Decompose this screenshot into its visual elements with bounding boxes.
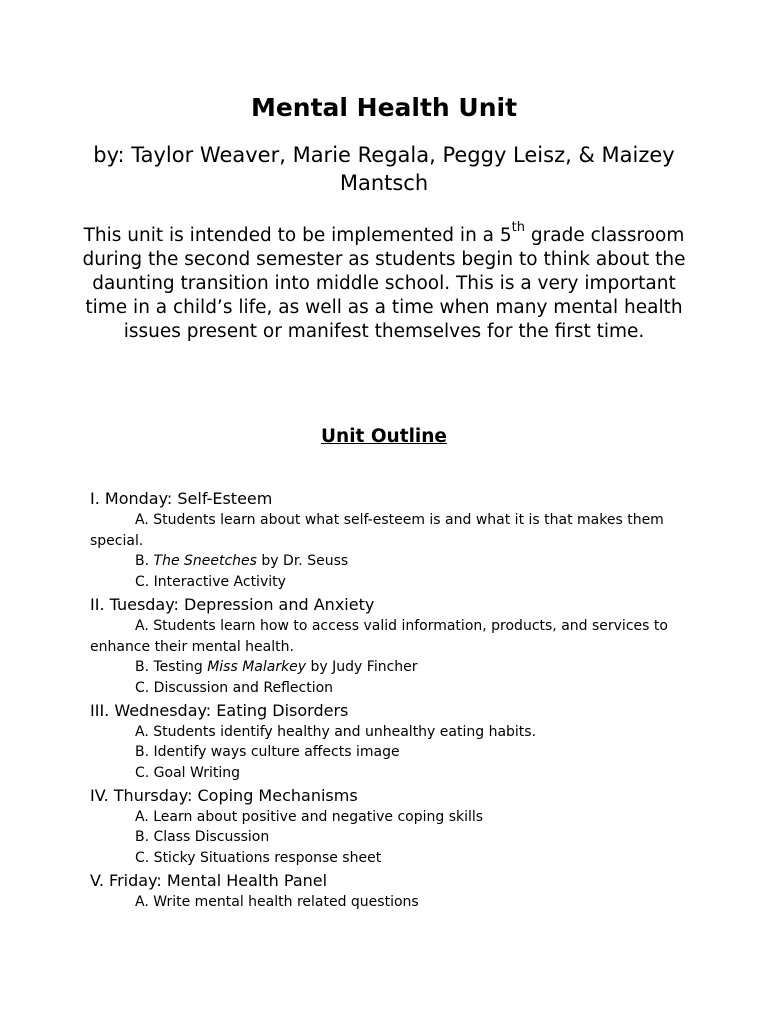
- day-heading: IV. Thursday: Coping Mechanisms: [90, 785, 358, 805]
- outline-day-wednesday: [90, 699, 690, 784]
- intro-text-end: grade classroom during the second semester as students begin to think about the daunting transition into middle school. This is a very important time in a child’s life, as well as a time when many mental health issues present or manifest themselves for the first time.: [82, 225, 686, 342]
- outline-item: [90, 657, 690, 678]
- outline-day-tuesday: [90, 593, 690, 699]
- item-text: A. Students identify healthy and unhealthy eating habits.: [135, 723, 537, 740]
- day-heading: V. Friday: Mental Health Panel: [90, 870, 328, 890]
- intro-paragraph: [70, 220, 698, 344]
- outline-item: [90, 572, 690, 593]
- item-text: A. Write mental health related questions: [135, 893, 419, 910]
- day-heading: I. Monday: Self-Esteem: [90, 489, 273, 508]
- outline-item: [90, 551, 690, 572]
- unit-outline: [90, 487, 690, 913]
- book-title: Miss Malarkey: [207, 659, 307, 676]
- item-text: B.: [135, 553, 154, 570]
- outline-item: [90, 807, 690, 828]
- item-text: C. Goal Writing: [135, 765, 241, 782]
- item-text: B. Class Discussion: [135, 829, 270, 846]
- outline-item: [90, 848, 690, 869]
- item-text: A. Learn about positive and negative coping skills: [135, 808, 484, 825]
- outline-item: [90, 763, 690, 784]
- outline-item: [90, 510, 690, 551]
- intro-superscript: th: [511, 220, 526, 235]
- intro-text-start: This unit is intended to be implemented in a 5: [83, 225, 512, 246]
- author-line: by: Taylor Weaver, Marie Regala, Peggy Leisz, & Maizey Mantsch: [93, 143, 675, 195]
- outline-item: [90, 678, 690, 699]
- outline-heading: Unit Outline: [321, 426, 447, 447]
- outline-day-monday: [90, 487, 690, 593]
- item-text: C. Interactive Activity: [135, 574, 286, 591]
- item-text: C. Sticky Situations response sheet: [135, 850, 382, 867]
- book-title: The Sneetches: [153, 553, 257, 570]
- item-text: A. Students learn how to access valid information, products, and services to enhance their mental health.: [90, 617, 668, 655]
- item-text: B. Testing: [135, 659, 208, 676]
- item-text: C. Discussion and Reflection: [135, 679, 334, 696]
- item-text: by Judy Fincher: [306, 659, 418, 676]
- item-text: by Dr. Seuss: [256, 553, 349, 570]
- item-text: B. Identify ways culture affects image: [135, 744, 400, 761]
- document-title: Mental Health Unit: [250, 93, 518, 122]
- outline-day-friday: [90, 869, 690, 913]
- outline-item: [90, 742, 690, 763]
- outline-item: [90, 892, 690, 913]
- outline-day-thursday: [90, 784, 690, 869]
- item-text: A. Students learn about what self-esteem is and what it is that makes them special.: [90, 512, 664, 549]
- day-heading: III. Wednesday: Eating Disorders: [90, 700, 349, 720]
- day-heading: II. Tuesday: Depression and Anxiety: [90, 594, 375, 614]
- outline-item: [90, 616, 690, 657]
- outline-item: [90, 722, 690, 743]
- outline-item: [90, 827, 690, 848]
